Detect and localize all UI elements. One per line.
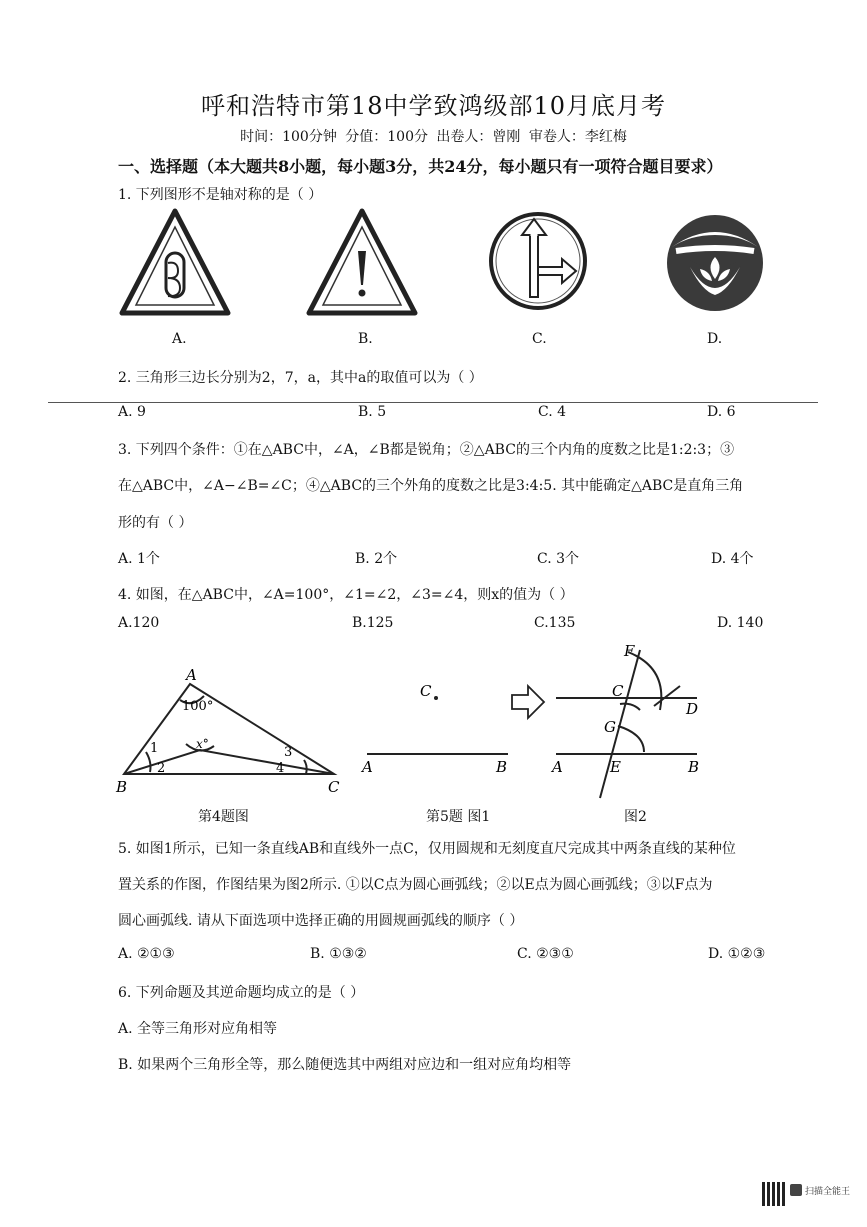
q4-option-a: A.120 bbox=[118, 615, 160, 631]
question-3-line-1: 3. 下列四个条件：①在△ABC中，∠A，∠B都是锐角；②△ABC的三个内角的度数之比是1:2:3；③ bbox=[118, 442, 735, 458]
fig2-label-c: C bbox=[612, 682, 624, 700]
q2-option-b: B. 5 bbox=[358, 404, 387, 420]
q1-option-a: A. bbox=[172, 331, 187, 347]
fig5-label-a: A bbox=[362, 758, 373, 776]
q4-option-c: C.135 bbox=[534, 615, 576, 631]
q1-figure-a bbox=[122, 211, 228, 313]
question-4: 4. 如图，在△ABC中，∠A=100°，∠1=∠2，∠3=∠4，则x的值为（ ） bbox=[118, 587, 574, 603]
fig2-label-f: F bbox=[624, 642, 635, 660]
question-5-line-1: 5. 如图1所示，已知一条直线AB和直线外一点C，仅用圆规和无刻度直尺完成其中两条直线的某种位 bbox=[118, 841, 736, 857]
q1-option-d: D. bbox=[707, 331, 723, 347]
q5-option-b: B. ①③② bbox=[310, 946, 367, 962]
q5-option-c: C. ②③① bbox=[517, 946, 574, 962]
q2-option-a: A. 9 bbox=[118, 404, 146, 420]
fig2-label-b: B bbox=[688, 758, 700, 776]
q5-option-d: D. ①②③ bbox=[708, 946, 766, 962]
scanner-logo-icon bbox=[790, 1184, 802, 1196]
question-2: 2. 三角形三边长分别为2，7，a，其中a的取值可以为（ ） bbox=[118, 370, 483, 386]
fig2-label-e: E bbox=[610, 758, 621, 776]
q2-option-d: D. 6 bbox=[707, 404, 736, 420]
q5-option-a: A. ②①③ bbox=[118, 946, 175, 962]
exam-title: 呼和浩特市第18中学致鸿级部10月底月考 bbox=[200, 92, 667, 120]
q1-figure-b bbox=[309, 211, 415, 313]
fig5-point-c bbox=[434, 696, 438, 700]
fig2-label-d: D bbox=[686, 700, 699, 718]
q4-option-b: B.125 bbox=[352, 615, 394, 631]
figure-2-construction bbox=[556, 650, 700, 798]
fig4-label-1: 1 bbox=[150, 741, 159, 756]
q3-option-c: C. 3个 bbox=[537, 551, 580, 567]
fig2-label-g: G bbox=[604, 718, 616, 736]
q6-option-b: B. 如果两个三角形全等，那么随便选其中两组对应边和一组对应角均相等 bbox=[118, 1057, 572, 1073]
fig4-label-x: x° bbox=[196, 737, 209, 751]
fig4-label-c: C bbox=[328, 778, 340, 796]
fig4-label-2: 2 bbox=[157, 761, 166, 776]
q1-figure-c bbox=[491, 214, 585, 308]
qr-code-icon bbox=[762, 1182, 786, 1206]
q3-option-b: B. 2个 bbox=[355, 551, 398, 567]
fig4-label-angle: 100° bbox=[182, 699, 214, 714]
exam-meta: 时间：100分钟 分值：100分 出卷人：曾刚 审卷人：李红梅 bbox=[240, 129, 627, 145]
question-1: 1. 下列图形不是轴对称的是（ ） bbox=[118, 187, 323, 203]
figure-4-triangle bbox=[124, 684, 334, 774]
figure-4-caption: 第4题图 bbox=[198, 809, 249, 825]
transform-arrow-icon bbox=[512, 686, 544, 718]
scan-fold-line bbox=[48, 402, 818, 403]
fig5-label-b: B bbox=[496, 758, 508, 776]
q2-option-c: C. 4 bbox=[538, 404, 567, 420]
q3-option-a: A. 1个 bbox=[118, 551, 160, 567]
fig4-label-3: 3 bbox=[284, 745, 293, 760]
scanner-app-name: 扫描全能王 bbox=[805, 1187, 851, 1197]
section-heading: 一、选择题（本大题共8小题，每小题3分，共24分，每小题只有一项符合题目要求） bbox=[118, 157, 723, 176]
question-3-line-2: 在△ABC中，∠A−∠B=∠C；④△ABC的三个外角的度数之比是3:4:5. 其中能确定△ABC是直角三角 bbox=[118, 478, 744, 494]
q1-figure-d bbox=[667, 215, 763, 311]
fig4-label-a: A bbox=[186, 666, 197, 684]
geometry-figures bbox=[0, 640, 867, 805]
q1-option-b: B. bbox=[358, 331, 373, 347]
q6-option-a: A. 全等三角形对应角相等 bbox=[118, 1021, 278, 1037]
question-5-line-2: 置关系的作图，作图结果为图2所示. ①以C点为圆心画弧线；②以E点为圆心画弧线；③以F点为 bbox=[118, 877, 713, 893]
question-6: 6. 下列命题及其逆命题均成立的是（ ） bbox=[118, 985, 365, 1001]
fig4-label-b: B bbox=[116, 778, 128, 796]
fig5-label-c: C bbox=[420, 682, 432, 700]
q4-option-d: D. 140 bbox=[717, 615, 764, 631]
q1-figures bbox=[0, 205, 867, 325]
fig4-label-4: 4 bbox=[276, 761, 285, 776]
q1-option-c: C. bbox=[532, 331, 547, 347]
question-5-line-3: 圆心画弧线. 请从下面选项中选择正确的用圆规画弧线的顺序（ ） bbox=[118, 913, 524, 929]
question-3-line-3: 形的有（ ） bbox=[118, 515, 193, 531]
figure-5-caption: 第5题 图1 bbox=[426, 809, 491, 825]
figure-2-caption: 图2 bbox=[624, 809, 647, 825]
fig2-label-a: A bbox=[552, 758, 563, 776]
q3-option-d: D. 4个 bbox=[711, 551, 754, 567]
